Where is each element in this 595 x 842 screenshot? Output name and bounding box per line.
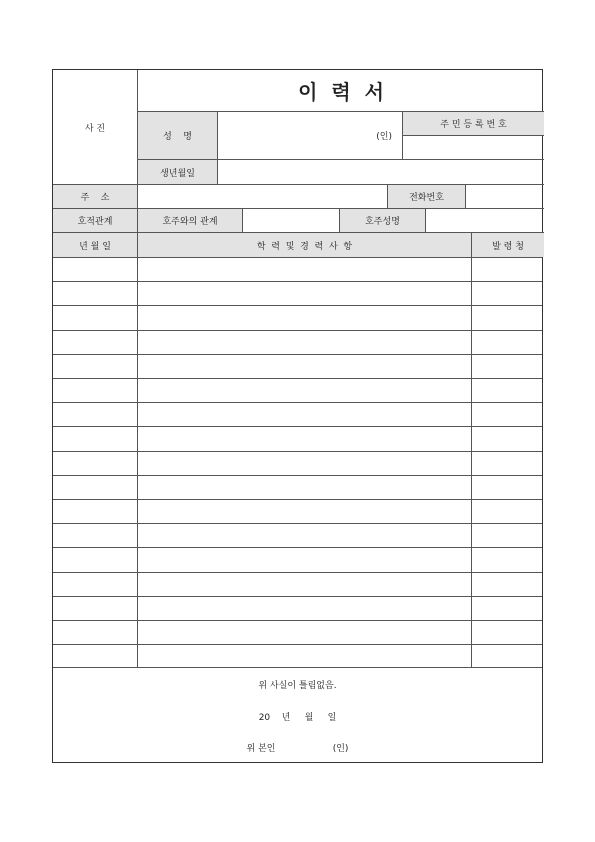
birthdate-field[interactable]	[218, 160, 544, 185]
address-field[interactable]	[138, 185, 388, 209]
history-issuer-header-label: 발 령 청	[492, 241, 524, 252]
history-row	[53, 330, 542, 354]
name-label: 성 명	[163, 132, 192, 142]
history-content-cell[interactable]	[138, 524, 472, 547]
history-table-body	[53, 257, 542, 668]
birthdate-label: 생년월일	[160, 168, 195, 179]
history-date-header	[53, 233, 138, 257]
history-row	[53, 547, 542, 571]
history-row	[53, 572, 542, 596]
history-issuer-cell[interactable]	[472, 258, 544, 281]
history-row	[53, 644, 542, 668]
address-label-cell	[53, 185, 138, 209]
history-content-cell[interactable]	[138, 452, 472, 475]
history-row	[53, 620, 542, 644]
history-issuer-cell[interactable]	[472, 379, 544, 402]
head-name-label-cell	[340, 209, 426, 233]
history-row	[53, 475, 542, 499]
history-row	[53, 523, 542, 547]
form-title: 이 력 서	[298, 80, 384, 104]
footer-section	[53, 667, 542, 764]
history-date-cell[interactable]	[53, 427, 138, 450]
history-date-cell[interactable]	[53, 500, 138, 523]
relation-label-cell	[138, 209, 243, 233]
history-issuer-header	[472, 233, 544, 257]
history-content-header	[138, 233, 472, 257]
history-content-cell[interactable]	[138, 645, 472, 668]
history-issuer-cell[interactable]	[472, 621, 544, 644]
resident-number-label: 주 민 등 록 번 호	[440, 120, 507, 130]
history-content-cell[interactable]	[138, 500, 472, 523]
history-date-cell[interactable]	[53, 282, 138, 305]
history-row	[53, 257, 542, 281]
history-date-cell[interactable]	[53, 645, 138, 668]
resident-number-field[interactable]	[403, 136, 544, 160]
resume-form	[52, 69, 543, 763]
footer-signature-line[interactable]: 위 본인 (인)	[246, 744, 349, 754]
footer-statement: 위 사실이 틀림없음.	[258, 681, 337, 691]
history-issuer-cell[interactable]	[472, 282, 544, 305]
history-issuer-cell[interactable]	[472, 597, 544, 620]
history-issuer-cell[interactable]	[472, 331, 544, 354]
history-issuer-cell[interactable]	[472, 645, 544, 668]
history-date-cell[interactable]	[53, 452, 138, 475]
history-issuer-cell[interactable]	[472, 500, 544, 523]
history-date-cell[interactable]	[53, 573, 138, 596]
history-issuer-cell[interactable]	[472, 355, 544, 378]
name-field[interactable]	[218, 112, 403, 160]
history-row	[53, 281, 542, 305]
history-content-cell[interactable]	[138, 379, 472, 402]
family-label: 호적관계	[77, 217, 113, 227]
history-date-cell[interactable]	[53, 355, 138, 378]
history-issuer-cell[interactable]	[472, 306, 544, 329]
history-content-cell[interactable]	[138, 597, 472, 620]
history-date-cell[interactable]	[53, 258, 138, 281]
head-name-field[interactable]	[426, 209, 544, 233]
history-content-cell[interactable]	[138, 476, 472, 499]
history-row	[53, 305, 542, 329]
history-row	[53, 426, 542, 450]
history-content-cell[interactable]	[138, 573, 472, 596]
history-row	[53, 499, 542, 523]
history-issuer-cell[interactable]	[472, 476, 544, 499]
relation-field[interactable]	[243, 209, 340, 233]
family-label-cell	[53, 209, 138, 233]
history-date-cell[interactable]	[53, 306, 138, 329]
head-name-label: 호주성명	[365, 217, 400, 227]
history-issuer-cell[interactable]	[472, 524, 544, 547]
phone-label-cell	[388, 185, 466, 209]
name-label-cell	[138, 112, 218, 160]
history-row	[53, 451, 542, 475]
history-date-cell[interactable]	[53, 379, 138, 402]
birthdate-label-cell	[138, 160, 218, 185]
history-content-cell[interactable]	[138, 621, 472, 644]
history-row	[53, 596, 542, 620]
address-label: 주 소	[80, 193, 110, 203]
history-content-cell[interactable]	[138, 427, 472, 450]
history-row	[53, 402, 542, 426]
history-date-cell[interactable]	[53, 403, 138, 426]
history-content-cell[interactable]	[138, 306, 472, 329]
history-row	[53, 378, 542, 402]
history-date-cell[interactable]	[53, 524, 138, 547]
history-date-header-label: 년 월 일	[79, 241, 111, 252]
history-date-cell[interactable]	[53, 476, 138, 499]
history-issuer-cell[interactable]	[472, 427, 544, 450]
resident-number-label-cell	[403, 112, 544, 136]
photo-label: 사 진	[84, 123, 106, 134]
history-content-cell[interactable]	[138, 258, 472, 281]
history-issuer-cell[interactable]	[472, 573, 544, 596]
history-content-header-label: 학 력 및 경 력 사 항	[256, 241, 353, 252]
form-title-cell	[138, 70, 544, 112]
phone-field[interactable]	[466, 185, 544, 209]
history-date-cell[interactable]	[53, 331, 138, 354]
relation-label: 호주와의 관계	[162, 217, 218, 227]
history-issuer-cell[interactable]	[472, 452, 544, 475]
history-date-cell[interactable]	[53, 597, 138, 620]
history-content-cell[interactable]	[138, 282, 472, 305]
history-date-cell[interactable]	[53, 621, 138, 644]
history-content-cell[interactable]	[138, 403, 472, 426]
footer-date-line[interactable]: 20 년 월 일	[258, 713, 337, 723]
photo-area[interactable]	[53, 70, 138, 185]
history-content-cell[interactable]	[138, 548, 472, 571]
history-content-cell[interactable]	[138, 355, 472, 378]
history-issuer-cell[interactable]	[472, 548, 544, 571]
name-seal-label: (인)	[376, 132, 392, 142]
phone-label: 전화번호	[409, 193, 444, 203]
history-row	[53, 354, 542, 378]
history-content-cell[interactable]	[138, 331, 472, 354]
history-issuer-cell[interactable]	[472, 403, 544, 426]
history-date-cell[interactable]	[53, 548, 138, 571]
